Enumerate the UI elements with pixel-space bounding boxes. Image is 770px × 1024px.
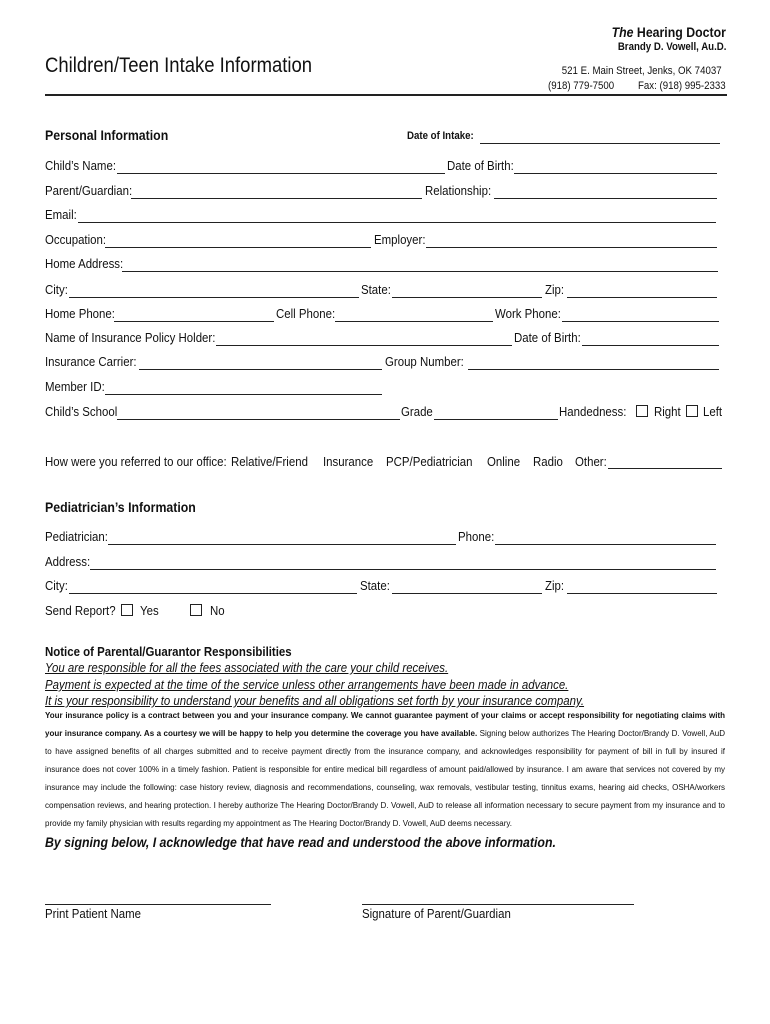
parent-guardian-label: Parent/Guardian: (45, 183, 133, 198)
referral-other-label: Other: (575, 454, 607, 469)
notice-fine-regular: Signing below authorizes The Hearing Doctor/Brandy D. Vowell, AuD to have assigned benefits of all charges submitted and to receive payment directly from the insurance company, and acknowledges responsibility for payment of bill in full by insured if insurance does not cover 100% in a timely fashion. Patient is responsible for entire medical bill regardless of amount paid/allowed by insurance. I am aware that services not covered by my insurance may include the following: case history review, diagnosis and recommendations, counseling, wax removals, vestibular testing, tinnitus exams, hearing aid checks, OSHA/workers compensation reviews, and hearing protection. I hereby authorize The Hearing Doctor/Brandy D. Vowell, AuD to release all information necessary to secure payment from my insurance and to provide my family physician with results regarding my appointment as The Hearing Doctor/Brandy D. Vowell, AuD deems necessary. (45, 729, 725, 828)
date-of-birth-field[interactable] (514, 173, 717, 174)
notice-fine-print (45, 707, 725, 833)
notice-fine-bold: Your insurance policy is a contract between you and your insurance company. We cannot guarantee payment of your claims or accept responsibility for negotiating claims with your insurance company. As a courtesy we will be happy to help you determine the coverage you have available. (45, 711, 725, 738)
pediatrician-state-field[interactable] (392, 593, 542, 594)
email-field[interactable] (78, 222, 716, 223)
header-rule (45, 94, 727, 96)
signature-label: Signature of Parent/Guardian (362, 906, 511, 921)
handedness-right-label: Right (654, 404, 681, 419)
pediatrician-section-title: Pediatrician’s Information (45, 499, 196, 515)
signature-line[interactable] (362, 904, 634, 905)
home-phone-label: Home Phone: (45, 306, 115, 321)
notice-line-3: It is your responsibility to understand your benefits and all obligations set forth by your insurance company. (45, 693, 585, 708)
childs-school-label: Child’s School (45, 404, 118, 419)
practice-name-text: Hearing Doctor (637, 24, 726, 40)
childs-name-label: Child’s Name: (45, 158, 117, 173)
send-report-label: Send Report? (45, 603, 116, 618)
cell-phone-field[interactable] (335, 321, 493, 322)
zip-field[interactable] (567, 297, 717, 298)
state-label: State: (361, 282, 391, 297)
personal-section-title: Personal Information (45, 127, 169, 143)
city-label: City: (45, 282, 68, 297)
referral-other-field[interactable] (608, 468, 722, 469)
pediatrician-field[interactable] (108, 544, 456, 545)
pediatrician-phone-field[interactable] (495, 544, 716, 545)
print-patient-label: Print Patient Name (45, 906, 142, 921)
occupation-label: Occupation: (45, 232, 107, 247)
referral-option-pcp[interactable]: PCP/Pediatrician (386, 454, 473, 469)
handedness-label: Handedness: (559, 404, 627, 419)
policy-dob-field[interactable] (582, 345, 719, 346)
home-phone-field[interactable] (114, 321, 274, 322)
policy-holder-label: Name of Insurance Policy Holder: (45, 330, 216, 345)
member-id-field[interactable] (105, 394, 382, 395)
notice-line-1: You are responsible for all the fees associated with the care your child receives. (45, 660, 449, 675)
pediatrician-city-label: City: (45, 578, 68, 593)
notice-line-2: Payment is expected at the time of the service unless other arrangements have been made in advance. (45, 677, 569, 692)
handedness-left-label: Left (703, 404, 723, 419)
cell-phone-label: Cell Phone: (276, 306, 336, 321)
employer-label: Employer: (374, 232, 426, 247)
practice-address: 521 E. Main Street, Jenks, OK 74037 (562, 65, 722, 77)
notice-title: Notice of Parental/Guarantor Responsibilities (45, 644, 292, 659)
pediatrician-state-label: State: (360, 578, 390, 593)
handedness-left-checkbox[interactable] (686, 405, 698, 417)
referral-option-insurance[interactable]: Insurance (323, 454, 374, 469)
pediatrician-zip-label: Zip: (545, 578, 565, 593)
email-label: Email: (45, 207, 77, 222)
pediatrician-phone-label: Phone: (458, 529, 495, 544)
policy-holder-field[interactable] (216, 345, 512, 346)
city-field[interactable] (69, 297, 359, 298)
group-number-field[interactable] (468, 369, 719, 370)
referral-option-radio[interactable]: Radio (533, 454, 563, 469)
occupation-field[interactable] (105, 247, 371, 248)
employer-field[interactable] (426, 247, 717, 248)
work-phone-field[interactable] (562, 321, 719, 322)
work-phone-label: Work Phone: (495, 306, 561, 321)
group-number-label: Group Number: (385, 354, 464, 369)
date-of-intake-field[interactable] (480, 143, 720, 144)
send-report-yes-checkbox[interactable] (121, 604, 133, 616)
doctor-name: Brandy D. Vowell, Au.D. (617, 41, 726, 53)
member-id-label: Member ID: (45, 379, 105, 394)
print-patient-line[interactable] (45, 904, 271, 905)
practice-prefix: The (611, 24, 634, 40)
pediatrician-label: Pediatrician: (45, 529, 108, 544)
pediatrician-zip-field[interactable] (567, 593, 717, 594)
grade-field[interactable] (434, 419, 558, 420)
childs-name-field[interactable] (117, 173, 445, 174)
home-address-label: Home Address: (45, 256, 124, 271)
send-report-yes-label: Yes (140, 603, 159, 618)
insurance-carrier-label: Insurance Carrier: (45, 354, 137, 369)
relationship-field[interactable] (494, 198, 717, 199)
practice-name (612, 24, 726, 40)
parent-guardian-field[interactable] (131, 198, 422, 199)
childs-school-field[interactable] (117, 419, 400, 420)
policy-dob-label: Date of Birth: (514, 330, 581, 345)
home-address-field[interactable] (122, 271, 718, 272)
send-report-no-checkbox[interactable] (190, 604, 202, 616)
pediatrician-address-field[interactable] (90, 569, 716, 570)
pediatrician-city-field[interactable] (69, 593, 357, 594)
pediatrician-address-label: Address: (45, 554, 91, 569)
handedness-right-checkbox[interactable] (636, 405, 648, 417)
send-report-no-label: No (210, 603, 225, 618)
relationship-label: Relationship: (425, 183, 492, 198)
page-title: Children/Teen Intake Information (45, 54, 313, 77)
grade-label: Grade (401, 404, 433, 419)
insurance-carrier-field[interactable] (139, 369, 382, 370)
practice-fax: Fax: (918) 995-2333 (638, 80, 726, 92)
zip-label: Zip: (545, 282, 565, 297)
acknowledge-statement: By signing below, I acknowledge that have read and understood the above information. (45, 834, 556, 850)
practice-phone: (918) 779-7500 (548, 80, 615, 92)
referral-option-relative[interactable]: Relative/Friend (231, 454, 308, 469)
referral-option-online[interactable]: Online (487, 454, 521, 469)
date-of-birth-label: Date of Birth: (447, 158, 514, 173)
referral-question: How were you referred to our office: (45, 454, 227, 469)
state-field[interactable] (392, 297, 542, 298)
date-of-intake-label: Date of Intake: (407, 130, 474, 142)
